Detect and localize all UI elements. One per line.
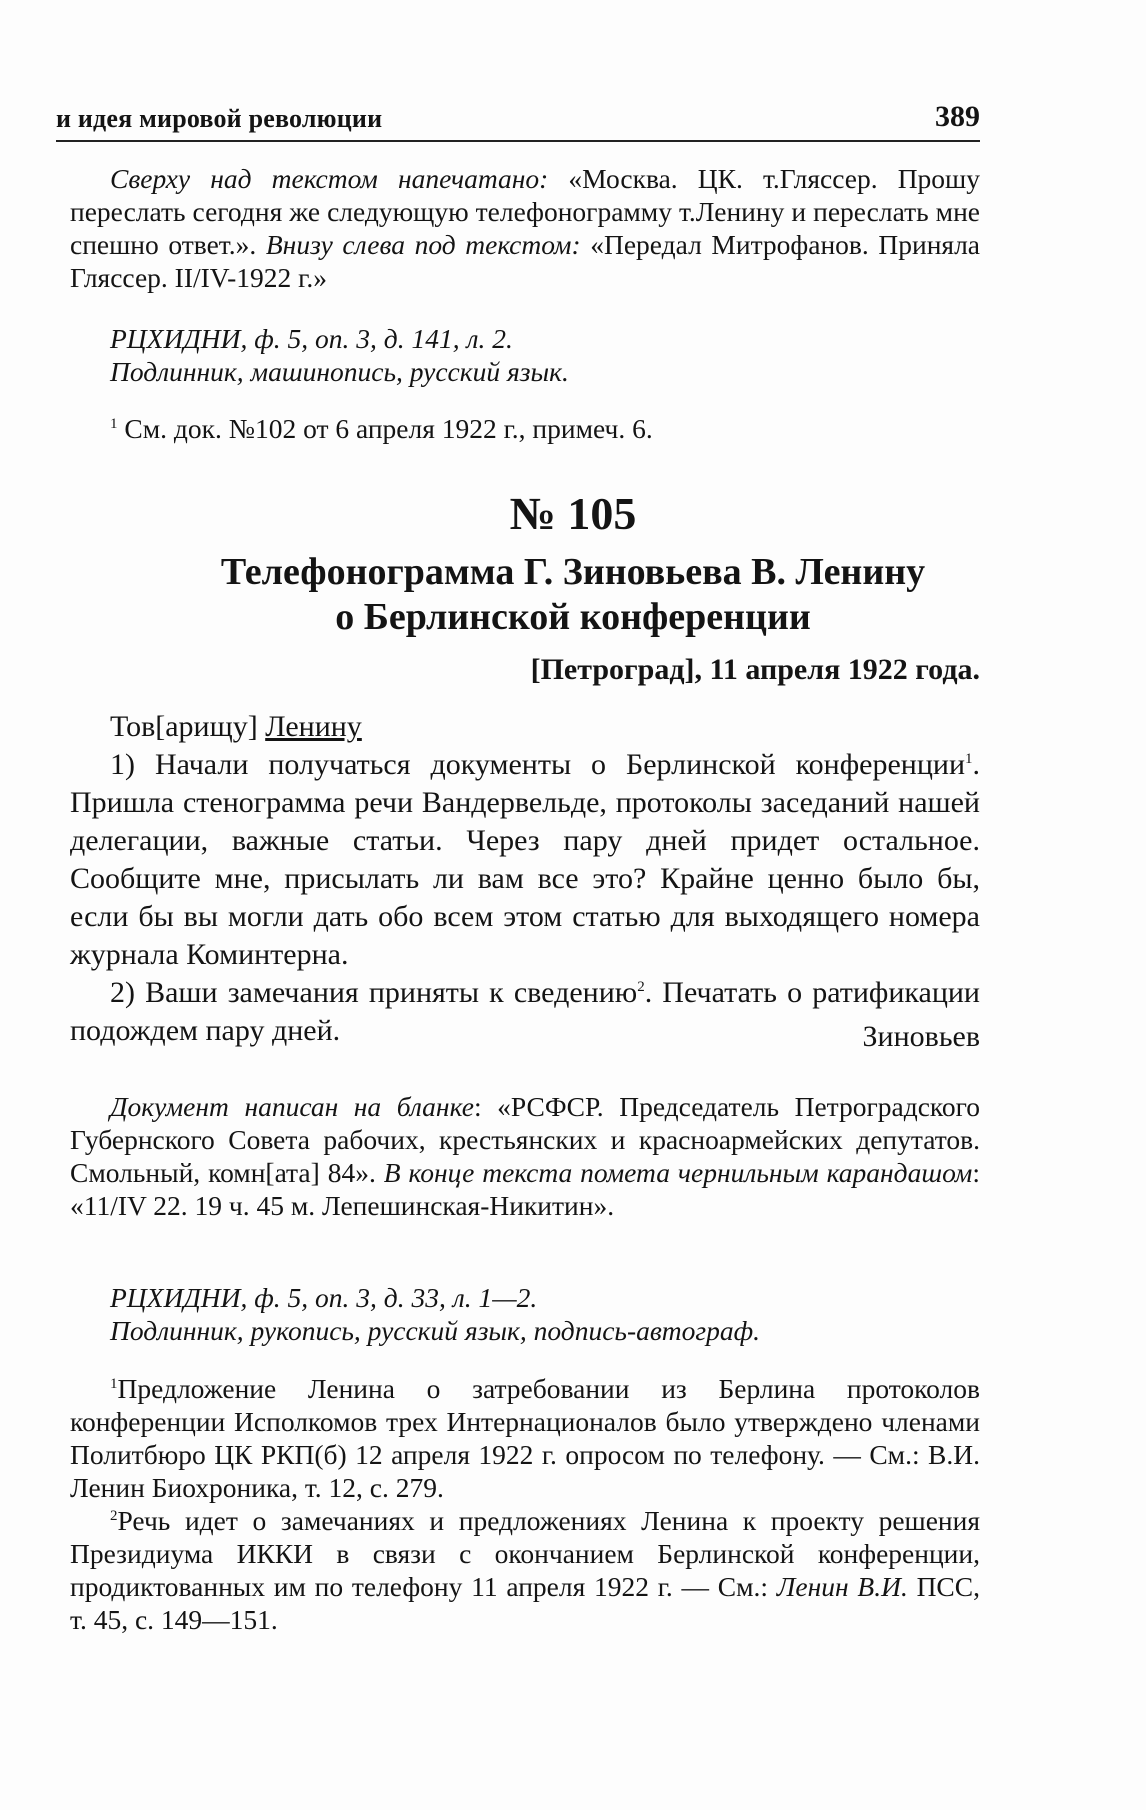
paragraph-1-text-a: 1) Начали получаться документы о Берлинской конференции — [110, 748, 965, 781]
footnote-2-text-b: ПСС, т. 45, с. 149—151. — [70, 1571, 980, 1635]
page-header — [56, 100, 980, 142]
running-title: и идея мировой революции — [56, 104, 383, 133]
previous-footnote — [70, 412, 980, 445]
footnote-1 — [70, 1372, 980, 1504]
document-note — [70, 1090, 980, 1222]
paragraph-1 — [70, 746, 980, 974]
archive-reference: РЦХИДНИ, ф. 5, оп. 3, д. 141, л. 2. — [110, 323, 513, 354]
footnote-2-mark: 2 — [110, 1507, 118, 1524]
paragraph-2-text-a: 2) Ваши замечания приняты к сведению — [110, 976, 638, 1009]
footnote-1-mark: 1 — [110, 1375, 118, 1392]
form-note-lead: Документ написан на бланке — [110, 1091, 474, 1122]
document-number: № 105 — [509, 488, 637, 539]
page-number: 389 — [935, 100, 980, 133]
title-line-1: Телефонограмма Г. Зиновьева В. Ленину — [220, 551, 926, 593]
note-text-2: «Передал Митрофанов. Приняла Гляссер. II/IV-1922 г.» — [70, 229, 981, 293]
archive-reference: РЦХИДНИ, ф. 5, оп. 3, д. 33, л. 1—2. — [110, 1282, 538, 1313]
dateline: [Петроград], 11 апреля 1922 года. — [530, 653, 980, 686]
footnote — [70, 412, 980, 445]
paragraph-1-text-b: . Пришла стенограмма речи Вандервельде, протоколы заседаний нашей делегации, важные статьи. Через пару дней придет остальное. Сообщите мне, присылать ли вам все это? Крайне ценно было бы, если бы вы могли дать обо всем этом статью для выходящего номера журнала Коминтерна. — [70, 748, 980, 971]
footnote-1-text: Предложение Ленина о затребовании из Берлина протоколов конференции Исполкомов трех Интернационалов было утверждено членами Политбюро ЦК РКП(б) 12 апреля 1922 г. опросом по телефону. — См.: В.И. Ленин Биохроника, т. 12, с. 279. — [70, 1373, 980, 1503]
note-text: «Москва. ЦК. т.Гляссер. Прошу переслать сегодня же следующую телефонограмму т.Ленину и переслать мне спешно ответ.». — [70, 163, 980, 260]
footnote-2-text-a: Речь идет о замечаниях и предложениях Ленина к проекту решения Президиума ИККИ в связи с окончанием Берлинской конференции, продиктованных им по телефону 11 апреля 1922 г. — См.: — [70, 1505, 980, 1602]
archive-description: Подлинник, рукопись, русский язык, подпись-автограф. — [110, 1315, 761, 1346]
pencil-note-lead: В конце текста помета чернильным карандашом — [383, 1157, 973, 1188]
form-note — [70, 1090, 980, 1222]
footnotes — [70, 1372, 980, 1636]
note-lead-2: Внизу слева под текстом: — [265, 229, 581, 260]
salutation-name: Ленину — [265, 710, 362, 743]
salutation-prefix: Тов[арищу] — [110, 710, 266, 743]
document-archive-reference — [70, 1281, 980, 1347]
previous-archive-reference — [70, 322, 980, 388]
form-note-text: : «РСФСР. Председатель Петроградского Губернского Совета рабочих, крестьянских и красноармейских депутатов. Смольный, комн[ата] 84». — [70, 1091, 980, 1188]
document-body — [70, 708, 980, 1050]
pencil-note-text: : «11/IV 22. 19 ч. 45 м. Лепешинская-Никитин». — [70, 1157, 980, 1221]
footnote-ref-1: 1 — [965, 751, 973, 767]
salutation — [70, 708, 980, 746]
paragraph-2-text-b: . Печатать о ратификации подождем пару дней. — [70, 976, 980, 1047]
footnote-ref-2: 2 — [637, 979, 645, 995]
note-lead: Сверху над текстом напечатано: — [110, 163, 549, 194]
footnote-text: См. док. №102 от 6 апреля 1922 г., примеч. 6. — [117, 413, 653, 444]
transmission-note — [70, 162, 980, 294]
paragraph-2 — [70, 974, 980, 1050]
footnote-mark: 1 — [110, 415, 118, 432]
archive-description: Подлинник, машинопись, русский язык. — [110, 356, 569, 387]
signature: Зиновьев — [862, 1020, 980, 1053]
title-line-2: о Берлинской конференции — [335, 596, 811, 638]
footnote-2 — [70, 1504, 980, 1636]
footnote-2-author: Ленин В.И. — [776, 1571, 908, 1602]
document-title — [60, 550, 1086, 640]
previous-document-note — [70, 162, 980, 294]
